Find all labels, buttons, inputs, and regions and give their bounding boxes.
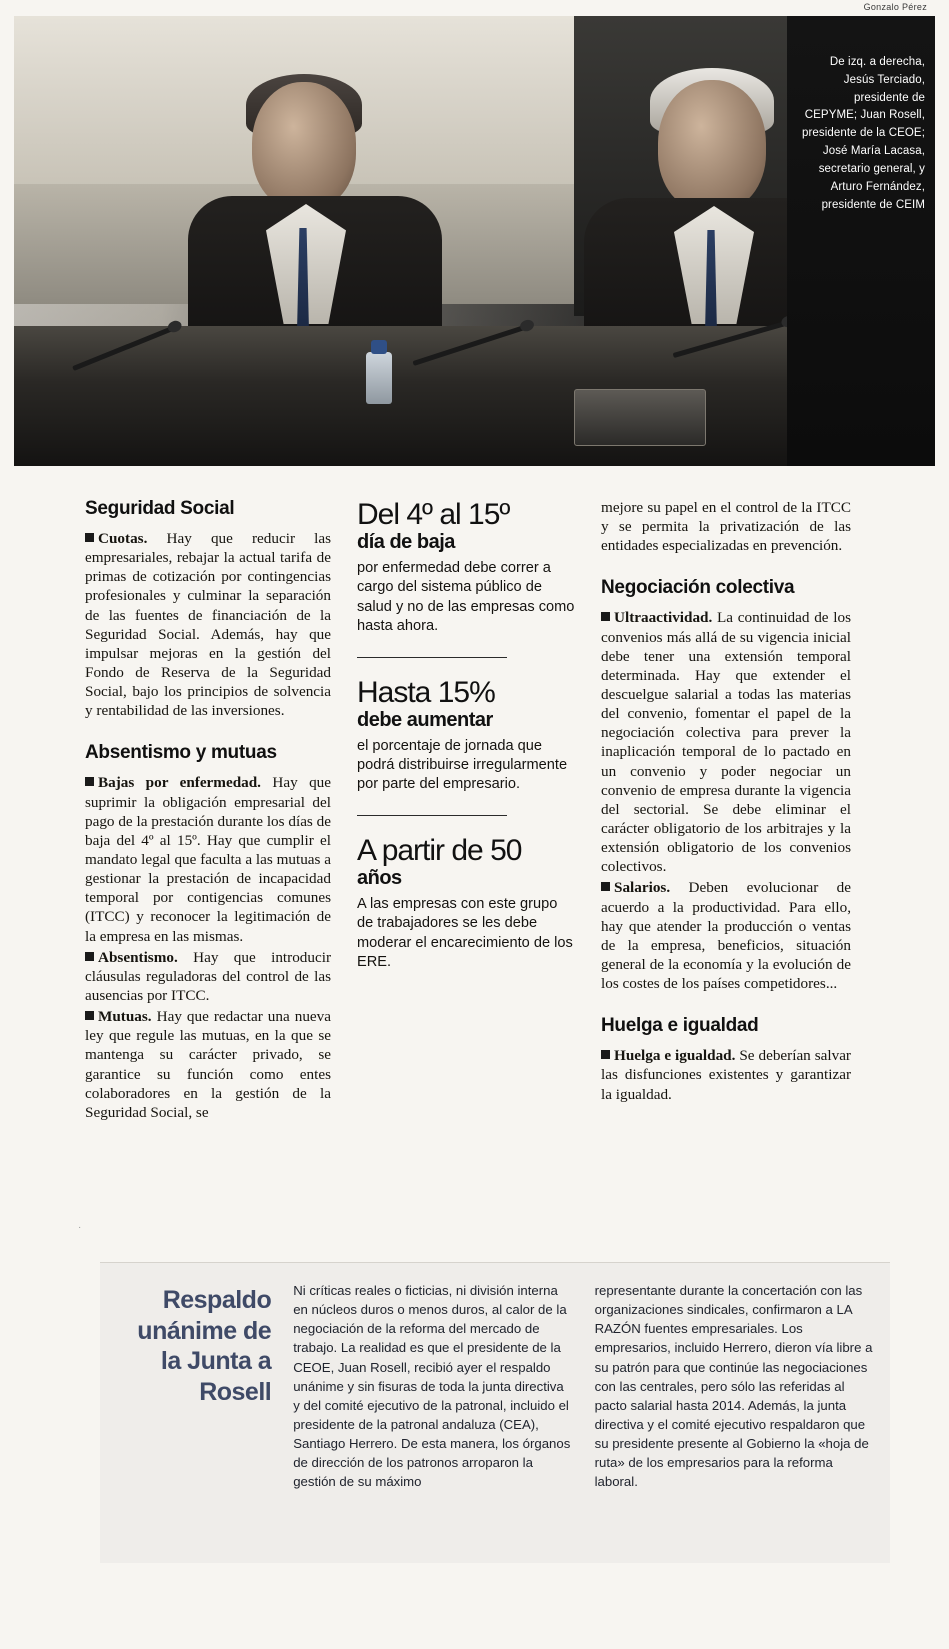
laptop [574, 389, 706, 446]
photo-image [14, 16, 935, 466]
section-heading-seguridad-social: Seguridad Social [85, 498, 235, 519]
article-columns [85, 498, 875, 1124]
paragraph-huelga [601, 1046, 851, 1103]
bullet-square-icon [601, 1050, 610, 1059]
paragraph-lead: Salarios. [614, 879, 671, 897]
highlight-subtitle: años [357, 866, 402, 889]
bullet-square-icon [85, 952, 94, 961]
highlight-figure: A partir de 50 [357, 833, 522, 867]
water-bottle [366, 352, 392, 404]
section-heading-absentismo-mutuas: Absentismo y mutuas [85, 742, 277, 764]
section-heading-huelga-igualdad: Huelga e igualdad [601, 1015, 759, 1037]
highlight-subtitle: día de baja [357, 531, 455, 553]
paragraph-text: La continuidad de los convenios más allá de su vigencia inicial debe tener una extensión temporal determinada. Hay que extender el descuelgue salarial a todas las materias del convenio, fomentar el papel de la negociación colectiva para prever la inaplicación temporal de lo pactado en un convenio y poder negociar un convenio de empresa durante la vigencia del sectorial. Se debe eliminar el carácter obligatorio de los arbitrajes y la extensión obligatorio de los convenios colectivos. [601, 609, 852, 876]
sidebar-story-box [100, 1262, 890, 1563]
highlight-text: por enfermedad debe correr a cargo del sistema público de salud y no de las empresas como hasta ahora. [357, 560, 575, 635]
sidebar-story-text: Ni críticas reales o ficticias, ni división interna en núcleos duros o menos duros, al calor de la negociación de la reforma del mercado de trabajo. La realidad es que el presidente de la CEOE, Juan Rosell, recibió ayer el respaldo unánime y sin fisuras de toda la junta directiva y del comité ejecutivo de la patronal, incluido el presidente de la patronal andaluza (CEA), Santiago Herrero. De esta manera, los órganos de dirección de los patronos arroparon la gestión de su máximo [293, 1283, 571, 1490]
divider [357, 815, 507, 816]
bullet-square-icon [601, 882, 610, 891]
highlight-block [357, 834, 575, 973]
paragraph-lead: Ultraactividad. [614, 609, 713, 627]
column-middle-highlights [357, 498, 575, 1124]
photo-figure [14, 2, 935, 466]
sidebar-story-inner [100, 1263, 890, 1508]
divider [357, 657, 507, 658]
paragraph-text: Hay que suprimir la obligación empresarial del pago de la prestación durante los días de baja del 4º al 15º. Hay que cumplir el mandato legal que faculta a las mutuas a gestionar la prestación de incapacidad temporal por contigencias comunes (ITCC) y reconocer la legitimación de la empresa en las mismas. [85, 774, 331, 945]
bullet-square-icon [85, 533, 94, 542]
paragraph-lead: Absentismo. [98, 948, 178, 966]
sidebar-story-column-1 [293, 1281, 572, 1492]
photo-caption: De izq. a derecha, Jesús Terciado, presidente de CEPYME; Juan Rosell, presidente de la CEOE; José María Lacasa, secretario general, y Arturo Fernández, presidente de CEIM [801, 56, 925, 211]
paragraph-mutuas [85, 1007, 331, 1122]
paragraph-lead: Mutuas. [98, 1008, 152, 1026]
paragraph-lead: Cuotas. [98, 530, 148, 547]
paragraph-cuotas [85, 529, 331, 720]
highlight-block [357, 498, 575, 637]
highlight-text: A las empresas con este grupo de trabajadores se les debe moderar el encarecimiento de los ERE. [357, 895, 573, 971]
sidebar-story-text: representante durante la concertación con las organizaciones sindicales, confirmaron a LA RAZÓN fuentes empresariales. Los empresarios, incluido Herrero, dieron vía libre a su patrón para que continúe las negociaciones con las centrales, pero sólo las referidas al pacto salarial hasta 2014. Además, la junta directiva y el comité ejecutivo respaldaron que su presidente presente al Gobierno la «hoja de ruta» de los empresarios para la reforma laboral. [594, 1283, 873, 1490]
column-right [601, 498, 851, 1124]
highlight-figure: Del 4º al 15º [357, 498, 510, 531]
person-head [658, 80, 766, 212]
bullet-square-icon [85, 1011, 94, 1020]
paragraph-bajas-enfermedad [85, 773, 331, 945]
bullet-square-icon [601, 612, 610, 621]
paragraph-lead: Huelga e igualdad. [614, 1047, 736, 1065]
paragraph-lead: Bajas por enfermedad. [98, 774, 261, 792]
paragraph-ultraactividad [601, 608, 851, 876]
paragraph-text: Hay que introducir cláusulas reguladoras del control de las ausencias por ITCC. [85, 948, 331, 1004]
section-heading-negociacion-colectiva: Negociación colectiva [601, 577, 795, 599]
person-head [252, 82, 356, 210]
bullet-square-icon [85, 777, 94, 786]
column-left [85, 498, 331, 1124]
paragraph-text: Hay que redactar una nueva ley que regule las mutuas, en la que se mantenga su carácter privado, se garantice su función como entes colaboradores en la gestión de la Seguridad Social, se [85, 1008, 331, 1121]
paragraph-text: Deben evolucionar de acuerdo a la productividad. Para ello, hay que atender la producción o ventas de la empresa, beneficios, situación general de la economía y la evolución de los costes de los países competidores... [601, 879, 851, 993]
photo-credit: Gonzalo Pérez [863, 2, 927, 12]
paragraph-absentismo [85, 948, 331, 1005]
paragraph-salarios [601, 878, 851, 993]
scan-artifact: · [78, 1222, 82, 1233]
sidebar-story-column-2 [595, 1281, 874, 1492]
highlight-block [357, 676, 575, 795]
paragraph-text: Hay que reducir las empresariales, rebajar la actual tarifa de primas de cotización por contingencias profesionales y culminar la separación de las fuentes de financiación de la Seguridad Social. Además, hay que impulsar mejoras en la gestión del Fondo de Reserva de la Seguridad Social, bajo los principios de solvencia y rentabilidad de las inversiones. [85, 530, 332, 720]
paragraph-continuation: mejore su papel en el control de la ITCC y se permita la privatización de las entidades especializadas en prevención. [601, 499, 851, 555]
highlight-text: el porcentaje de jornada que podrá distribuirse irregularmente por parte del empresario. [357, 737, 568, 793]
sidebar-story-title: Respaldo unánime de la Junta a Rosell [137, 1286, 272, 1406]
highlight-figure: Hasta 15% [357, 675, 495, 709]
highlight-subtitle: debe aumentar [357, 708, 493, 731]
paragraph-text: Se deberían salvar las disfunciones existentes y garantizar la igualdad. [601, 1047, 851, 1103]
